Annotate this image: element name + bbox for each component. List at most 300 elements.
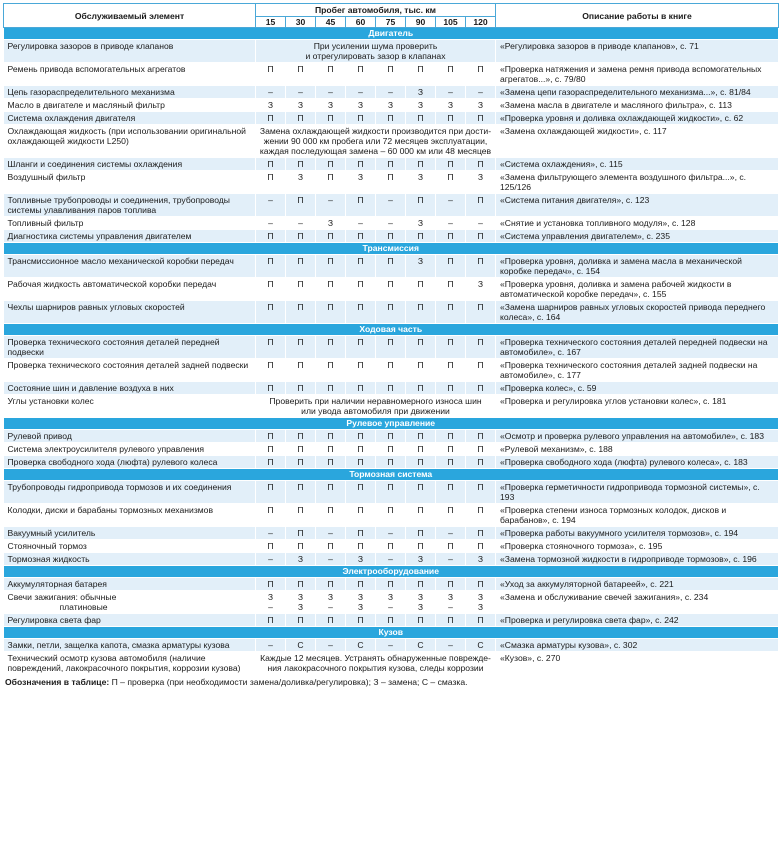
- interval-value: П: [477, 579, 484, 589]
- interval-value: –: [268, 87, 273, 97]
- table-row: [4, 301, 779, 324]
- interval-cell: [346, 359, 376, 382]
- interval-cell: [346, 336, 376, 359]
- row-description: «Проверка герметичности гидропривода тормозной системы», с. 193: [496, 481, 779, 504]
- interval-value: П: [297, 505, 304, 515]
- interval-cell: [466, 359, 496, 382]
- row-note-line: и отрегулировать зазор в клапанах: [305, 51, 446, 61]
- interval-cell: [436, 382, 466, 395]
- section-header: [4, 243, 779, 255]
- interval-value: П: [327, 279, 334, 289]
- interval-cell: [286, 336, 316, 359]
- table-row: [4, 112, 779, 125]
- interval-value: –: [448, 218, 453, 228]
- interval-cell: [346, 578, 376, 591]
- interval-cell: [256, 194, 286, 217]
- interval-cell: [466, 639, 496, 652]
- interval-cell: [286, 553, 316, 566]
- interval-cell: [406, 217, 436, 230]
- header-km: 75: [376, 17, 406, 28]
- row-name: Система охлаждения двигателя: [4, 112, 256, 125]
- interval-value: –: [448, 87, 453, 97]
- interval-value: –: [388, 195, 393, 205]
- row-name: Диагностика системы управления двигателем: [4, 230, 256, 243]
- interval-value: П: [267, 431, 274, 441]
- row-name: Чехлы шарниров равных угловых скоростей: [4, 301, 256, 324]
- interval-cell: [346, 301, 376, 324]
- interval-value: П: [447, 360, 454, 370]
- interval-value: З: [357, 100, 364, 110]
- interval-cell: [286, 99, 316, 112]
- interval-cell: [376, 578, 406, 591]
- interval-value: З: [297, 554, 304, 564]
- interval-value: П: [447, 505, 454, 515]
- row-name: Цепь газораспределительного механизма: [4, 86, 256, 99]
- interval-cell: [466, 194, 496, 217]
- interval-cell: [406, 443, 436, 456]
- interval-value: П: [327, 482, 334, 492]
- interval-cell: [346, 553, 376, 566]
- interval-cell: [316, 217, 346, 230]
- interval-value: П: [417, 383, 424, 393]
- interval-value: П: [417, 431, 424, 441]
- interval-value: П: [357, 279, 364, 289]
- interval-value: П: [267, 64, 274, 74]
- interval-cell: [436, 217, 466, 230]
- interval-cell: [286, 278, 316, 301]
- interval-cell: [436, 255, 466, 278]
- row-name: Регулировка зазоров в приводе клапанов: [4, 40, 256, 63]
- interval-value: П: [447, 444, 454, 454]
- interval-cell: [376, 481, 406, 504]
- row-name: Состояние шин и давление воздуха в них: [4, 382, 256, 395]
- interval-cell: [466, 86, 496, 99]
- interval-cell: [256, 255, 286, 278]
- interval-value: П: [387, 444, 394, 454]
- interval-cell: [376, 591, 406, 614]
- row-name: Регулировка света фар: [4, 614, 256, 627]
- interval-cell: [316, 639, 346, 652]
- section-header: [4, 469, 779, 481]
- interval-cell: [346, 527, 376, 540]
- row-name: Ремень привода вспомогательных агрегатов: [4, 63, 256, 86]
- interval-cell: [256, 336, 286, 359]
- interval-value: –: [328, 87, 333, 97]
- interval-value: П: [477, 528, 484, 538]
- row-description: «Кузов», с. 270: [496, 652, 779, 675]
- interval-cell: [256, 540, 286, 553]
- interval-value: П: [357, 541, 364, 551]
- section-title: Тормозная система: [4, 469, 779, 481]
- interval-cell: [316, 614, 346, 627]
- interval-value: П: [417, 159, 424, 169]
- table-row: [4, 63, 779, 86]
- interval-cell: [436, 171, 466, 194]
- interval-value: П: [417, 64, 424, 74]
- interval-value: З: [267, 592, 274, 602]
- interval-cell: [346, 443, 376, 456]
- table-row: [4, 217, 779, 230]
- interval-cell: [466, 158, 496, 171]
- interval-value: З: [297, 602, 304, 612]
- row-note: [256, 40, 496, 63]
- interval-cell: [286, 359, 316, 382]
- interval-cell: [286, 481, 316, 504]
- interval-value: П: [357, 482, 364, 492]
- interval-cell: [436, 614, 466, 627]
- row-description: «Проверка колес», с. 59: [496, 382, 779, 395]
- row-name: Охлаждающая жидкость (при использовании оригинальной охлаждающей жидкости L250): [4, 125, 256, 158]
- interval-value: П: [267, 231, 274, 241]
- interval-value: П: [267, 444, 274, 454]
- interval-value: П: [477, 505, 484, 515]
- interval-value: П: [357, 444, 364, 454]
- interval-value: П: [327, 431, 334, 441]
- interval-value: П: [327, 579, 334, 589]
- interval-value: П: [357, 64, 364, 74]
- section-header: [4, 627, 779, 639]
- interval-value: З: [357, 602, 364, 612]
- row-description: «Рулевой механизм», с. 188: [496, 443, 779, 456]
- interval-cell: [406, 481, 436, 504]
- table-row: [4, 578, 779, 591]
- interval-cell: [436, 230, 466, 243]
- interval-value: П: [297, 615, 304, 625]
- table-row: [4, 540, 779, 553]
- interval-cell: [286, 614, 316, 627]
- interval-cell: [466, 504, 496, 527]
- interval-value: П: [327, 457, 334, 467]
- interval-cell: [376, 456, 406, 469]
- interval-value: П: [477, 383, 484, 393]
- interval-value: П: [357, 195, 364, 205]
- row-note-line: При усилении шума проверить: [313, 41, 438, 51]
- interval-cell: [466, 112, 496, 125]
- interval-value: –: [358, 218, 363, 228]
- row-description: «Проверка и регулировка углов установки колес», с. 181: [496, 395, 779, 418]
- row-name-line: платиновые: [59, 602, 108, 612]
- interval-value: З: [447, 100, 454, 110]
- interval-value: З: [267, 100, 274, 110]
- interval-cell: [376, 112, 406, 125]
- interval-value: –: [388, 640, 393, 650]
- interval-value: П: [327, 615, 334, 625]
- interval-cell: [286, 382, 316, 395]
- interval-value: –: [268, 602, 273, 612]
- interval-cell: [466, 614, 496, 627]
- interval-value: П: [357, 337, 364, 347]
- interval-cell: [316, 171, 346, 194]
- interval-cell: [286, 591, 316, 614]
- table-row: [4, 99, 779, 112]
- row-description: «Проверка стояночного тормоза», с. 195: [496, 540, 779, 553]
- interval-value: П: [477, 159, 484, 169]
- interval-value: П: [327, 337, 334, 347]
- interval-cell: [406, 614, 436, 627]
- interval-cell: [466, 578, 496, 591]
- interval-cell: [256, 382, 286, 395]
- interval-value: –: [478, 218, 483, 228]
- interval-value: П: [267, 482, 274, 492]
- header-mileage: Пробег автомобиля, тыс. км: [256, 4, 496, 17]
- interval-cell: [316, 230, 346, 243]
- legend-text: П – проверка (при необходимости замена/доливка/регулировка); З – замена; С – смазка.: [109, 677, 468, 687]
- interval-value: З: [357, 172, 364, 182]
- interval-value: П: [267, 279, 274, 289]
- interval-value: П: [417, 579, 424, 589]
- interval-value: П: [447, 159, 454, 169]
- interval-cell: [286, 578, 316, 591]
- interval-cell: [316, 527, 346, 540]
- interval-cell: [346, 278, 376, 301]
- interval-cell: [286, 301, 316, 324]
- interval-value: П: [417, 302, 424, 312]
- interval-value: П: [327, 302, 334, 312]
- interval-cell: [316, 86, 346, 99]
- interval-cell: [256, 591, 286, 614]
- interval-cell: [376, 382, 406, 395]
- row-description: «Уход за аккумуляторной батареей», с. 221: [496, 578, 779, 591]
- interval-value: П: [267, 615, 274, 625]
- interval-value: –: [268, 218, 273, 228]
- interval-cell: [286, 540, 316, 553]
- row-name: Замки, петли, защелка капота, смазка арматуры кузова: [4, 639, 256, 652]
- interval-value: З: [297, 172, 304, 182]
- interval-value: П: [477, 195, 484, 205]
- interval-value: П: [387, 279, 394, 289]
- interval-cell: [346, 158, 376, 171]
- interval-cell: [436, 639, 466, 652]
- interval-value: П: [447, 172, 454, 182]
- row-note-line: каждая последующая замена – 60 000 км или 48 месяцев: [259, 146, 492, 156]
- interval-cell: [436, 63, 466, 86]
- interval-cell: [256, 359, 286, 382]
- interval-value: П: [327, 541, 334, 551]
- interval-cell: [466, 443, 496, 456]
- interval-value: П: [387, 505, 394, 515]
- interval-cell: [376, 527, 406, 540]
- interval-cell: [286, 527, 316, 540]
- interval-value: П: [477, 64, 484, 74]
- interval-cell: [376, 301, 406, 324]
- interval-cell: [256, 63, 286, 86]
- interval-cell: [436, 158, 466, 171]
- interval-cell: [406, 553, 436, 566]
- row-note-line: Замена охлаждающей жидкости производится при дости-: [259, 126, 492, 136]
- interval-value: П: [297, 279, 304, 289]
- interval-value: П: [357, 159, 364, 169]
- row-name: Рабочая жидкость автоматической коробки передач: [4, 278, 256, 301]
- interval-cell: [406, 540, 436, 553]
- interval-value: П: [447, 337, 454, 347]
- interval-cell: [286, 504, 316, 527]
- interval-cell: [436, 540, 466, 553]
- interval-value: П: [477, 482, 484, 492]
- interval-value: П: [297, 482, 304, 492]
- interval-value: П: [357, 383, 364, 393]
- row-description: «Замена фильтрующего элемента воздушного фильтра...», с. 125/126: [496, 171, 779, 194]
- interval-cell: [436, 99, 466, 112]
- interval-value: П: [357, 302, 364, 312]
- table-row: [4, 194, 779, 217]
- interval-value: П: [327, 505, 334, 515]
- interval-cell: [376, 86, 406, 99]
- table-row: [4, 382, 779, 395]
- legend-label: Обозначения в таблице:: [5, 677, 110, 687]
- interval-cell: [316, 63, 346, 86]
- interval-value: –: [328, 528, 333, 538]
- interval-cell: [436, 456, 466, 469]
- interval-value: С: [417, 640, 424, 650]
- interval-value: П: [357, 256, 364, 266]
- table-row: [4, 456, 779, 469]
- interval-cell: [256, 527, 286, 540]
- interval-cell: [286, 443, 316, 456]
- interval-cell: [316, 591, 346, 614]
- interval-cell: [406, 504, 436, 527]
- interval-cell: [406, 86, 436, 99]
- interval-cell: [436, 359, 466, 382]
- row-name: Колодки, диски и барабаны тормозных механизмов: [4, 504, 256, 527]
- interval-cell: [436, 553, 466, 566]
- interval-cell: [466, 336, 496, 359]
- interval-cell: [346, 504, 376, 527]
- interval-cell: [346, 481, 376, 504]
- interval-cell: [256, 278, 286, 301]
- row-name: [4, 591, 256, 614]
- interval-cell: [256, 553, 286, 566]
- interval-cell: [436, 527, 466, 540]
- interval-cell: [406, 639, 436, 652]
- interval-value: П: [477, 113, 484, 123]
- interval-cell: [466, 99, 496, 112]
- interval-value: З: [477, 602, 484, 612]
- interval-value: П: [267, 457, 274, 467]
- table-row: [4, 40, 779, 63]
- row-description: «Замена шарниров равных угловых скоростей привода переднего колеса», с. 164: [496, 301, 779, 324]
- row-description: «Проверка работы вакуумного усилителя тормозов», с. 194: [496, 527, 779, 540]
- interval-value: П: [417, 337, 424, 347]
- interval-value: П: [387, 579, 394, 589]
- row-note-line: жении 90 000 км пробега или 72 месяцев эксплуатации,: [263, 136, 488, 146]
- interval-cell: [376, 639, 406, 652]
- table-row: [4, 336, 779, 359]
- interval-cell: [316, 443, 346, 456]
- header-element: Обслуживаемый элемент: [4, 4, 256, 28]
- row-description: «Регулировка зазоров в приводе клапанов», с. 71: [496, 40, 779, 63]
- row-name: Стояночный тормоз: [4, 540, 256, 553]
- interval-cell: [376, 443, 406, 456]
- interval-value: П: [297, 195, 304, 205]
- row-name: Проверка свободного хода (люфта) рулевого колеса: [4, 456, 256, 469]
- interval-value: –: [268, 640, 273, 650]
- interval-value: П: [297, 431, 304, 441]
- interval-value: З: [417, 218, 424, 228]
- interval-value: П: [477, 541, 484, 551]
- row-note-line: Каждые 12 месяцев. Устранять обнаруженные поврежде-: [260, 653, 491, 663]
- interval-cell: [466, 171, 496, 194]
- interval-value: З: [417, 602, 424, 612]
- interval-value: П: [357, 528, 364, 538]
- row-description: «Замена цепи газораспределительного механизма...», с. 81/84: [496, 86, 779, 99]
- row-name: Топливный фильтр: [4, 217, 256, 230]
- interval-cell: [466, 456, 496, 469]
- interval-cell: [256, 504, 286, 527]
- interval-value: П: [447, 615, 454, 625]
- interval-value: П: [417, 541, 424, 551]
- interval-cell: [346, 382, 376, 395]
- interval-value: П: [297, 528, 304, 538]
- interval-value: П: [447, 579, 454, 589]
- interval-value: П: [387, 64, 394, 74]
- interval-value: П: [327, 383, 334, 393]
- interval-value: С: [477, 640, 484, 650]
- row-description: «Осмотр и проверка рулевого управления на автомобиле», с. 183: [496, 430, 779, 443]
- interval-cell: [466, 591, 496, 614]
- interval-cell: [406, 171, 436, 194]
- interval-cell: [316, 301, 346, 324]
- section-header: [4, 28, 779, 40]
- interval-value: П: [327, 159, 334, 169]
- interval-value: П: [267, 505, 274, 515]
- interval-value: П: [357, 579, 364, 589]
- interval-value: П: [297, 64, 304, 74]
- interval-value: П: [297, 579, 304, 589]
- interval-value: П: [297, 302, 304, 312]
- interval-cell: [286, 63, 316, 86]
- interval-value: П: [297, 337, 304, 347]
- header-km: 105: [436, 17, 466, 28]
- row-description: «Проверка уровня, доливка и замена рабочей жидкости в автоматической коробке передач», с. 155: [496, 278, 779, 301]
- interval-value: П: [327, 360, 334, 370]
- interval-value: З: [327, 218, 334, 228]
- interval-value: П: [477, 256, 484, 266]
- interval-value: П: [297, 383, 304, 393]
- row-note: [256, 652, 496, 675]
- table-row: [4, 158, 779, 171]
- interval-value: П: [297, 444, 304, 454]
- interval-value: П: [417, 231, 424, 241]
- interval-value: З: [417, 172, 424, 182]
- row-description: «Система управления двигателем», с. 235: [496, 230, 779, 243]
- interval-cell: [286, 112, 316, 125]
- interval-value: З: [477, 100, 484, 110]
- interval-cell: [346, 112, 376, 125]
- row-name: Углы установки колес: [4, 395, 256, 418]
- interval-value: П: [477, 615, 484, 625]
- interval-cell: [286, 217, 316, 230]
- interval-cell: [256, 430, 286, 443]
- legend: [3, 677, 778, 687]
- interval-value: –: [448, 528, 453, 538]
- interval-cell: [466, 230, 496, 243]
- interval-value: П: [267, 113, 274, 123]
- interval-value: П: [417, 482, 424, 492]
- interval-cell: [406, 63, 436, 86]
- interval-value: П: [417, 360, 424, 370]
- interval-value: З: [357, 592, 364, 602]
- interval-cell: [316, 278, 346, 301]
- interval-cell: [376, 359, 406, 382]
- interval-cell: [346, 63, 376, 86]
- interval-value: П: [387, 431, 394, 441]
- interval-cell: [286, 430, 316, 443]
- table-row: [4, 652, 779, 675]
- row-name: Масло в двигателе и масляный фильтр: [4, 99, 256, 112]
- table-row: [4, 639, 779, 652]
- interval-value: З: [447, 592, 454, 602]
- table-row: [4, 481, 779, 504]
